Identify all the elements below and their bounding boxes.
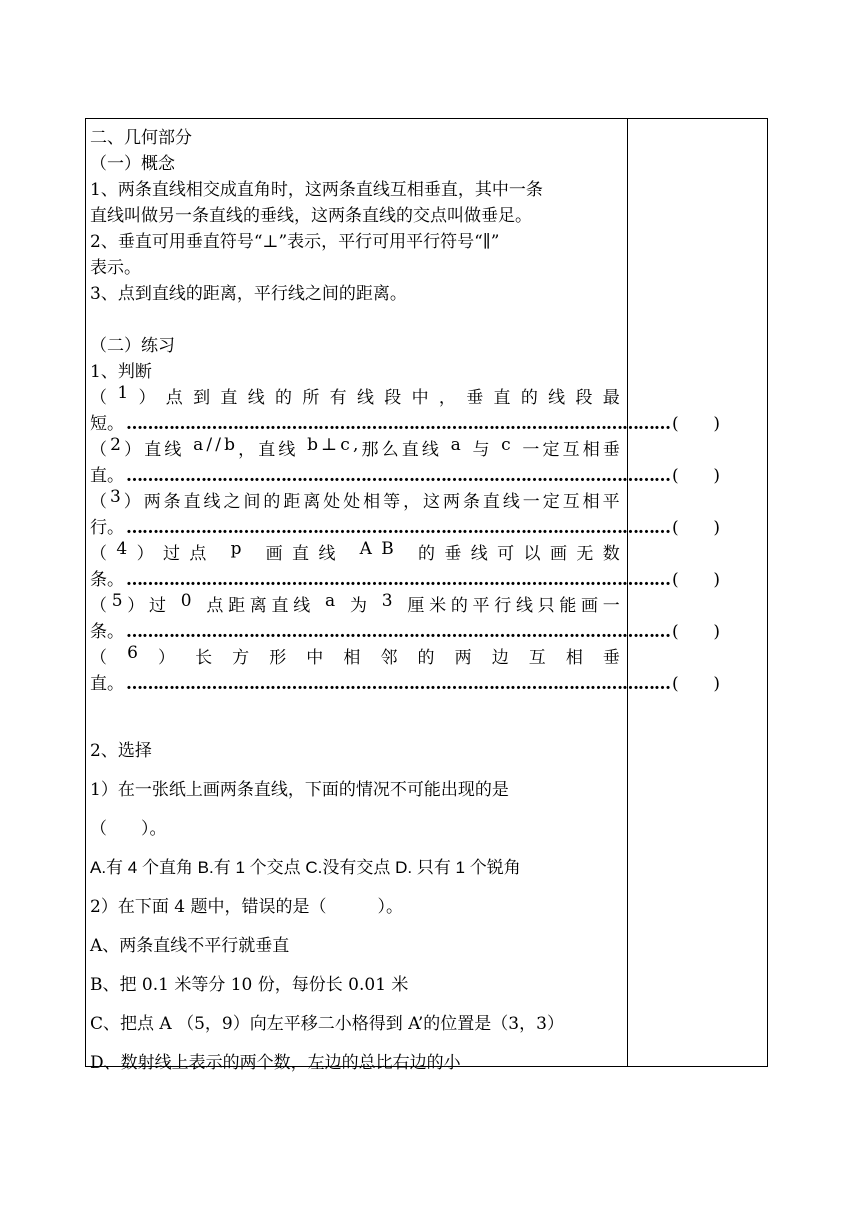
- judge-item-6-line2: [90, 669, 720, 694]
- judge-item-1-line1: （ 1 ） 点 到 直 线 的 所 有 线 段 中 ， 垂 直 的 线 段 最: [90, 383, 620, 408]
- judge-item-1-line2: [90, 409, 720, 434]
- judge-item-3-line1: （ 3 ） 两 条 直 线 之 间 的 距 离 处 处 相 等 ， 这 两 条 直 线 一 定 互 相 平: [90, 487, 620, 512]
- answer-blank[interactable]: [672, 518, 720, 538]
- paren-open: (: [672, 570, 679, 590]
- dot-leader: …………………………………………………………………………………………: [126, 414, 670, 434]
- paren-open: (: [672, 466, 679, 486]
- judge-item-end: 条。: [90, 622, 124, 642]
- q2-option-c: C、把点 A （5，9）向左平移二小格得到 A’的位置是（3，3）: [90, 1014, 564, 1034]
- q2-option-d: D、数射线上表示的两个数，左边的总比右边的小: [90, 1053, 461, 1073]
- dot-leader: …………………………………………………………………………………………: [126, 518, 670, 538]
- paren-open: (: [672, 674, 679, 694]
- answer-blank[interactable]: [672, 570, 720, 590]
- concept-1-line2: 直线叫做另一条直线的垂线，这两条直线的交点叫做垂足。: [90, 206, 532, 226]
- concept-2-line2: 表示。: [90, 258, 141, 278]
- section-title: 二、几何部分: [90, 128, 192, 148]
- judge-item-6-line1: （ 6 ） 长 方 形 中 相 邻 的 两 边 互 相 垂: [90, 643, 620, 668]
- answer-blank[interactable]: [672, 414, 720, 434]
- q1-blank: （ ）。: [90, 819, 167, 839]
- paren-close: ): [713, 466, 720, 486]
- paren-open: (: [672, 414, 679, 434]
- paren-open: (: [672, 518, 679, 538]
- answer-blank[interactable]: [672, 674, 720, 694]
- judge-item-2-line2: [90, 461, 720, 486]
- judge-item-end: 直。: [90, 674, 124, 694]
- answer-blank[interactable]: [672, 622, 720, 642]
- judge-item-3-line2: [90, 513, 720, 538]
- paren-close: ): [713, 414, 720, 434]
- answer-blank[interactable]: [672, 466, 720, 486]
- column-divider: [627, 119, 628, 1066]
- judge-item-end: 直。: [90, 466, 124, 486]
- judge-item-4-line2: [90, 565, 720, 590]
- paren-close: ): [713, 622, 720, 642]
- dot-leader: …………………………………………………………………………………………: [126, 674, 670, 694]
- judge-item-end: 行。: [90, 518, 124, 538]
- q2-option-b: B、把 0.1 米等分 10 份，每份长 0.01 米: [90, 975, 409, 995]
- dot-leader: …………………………………………………………………………………………: [126, 622, 670, 642]
- concept-2-line1: 2、垂直可用垂直符号“⊥”表示，平行可用平行符号“∥”: [90, 232, 500, 252]
- concept-3: 3、点到直线的距离，平行线之间的距离。: [90, 284, 407, 304]
- q1-stem: 1）在一张纸上画两条直线，下面的情况不可能出现的是: [90, 780, 509, 800]
- paren-close: ): [713, 674, 720, 694]
- judge-item-2-line1: （ 2 ） 直 线 a / / b ， 直 线 b ⊥ c , 那 么 直 线 a 与 c 一 定 互 相 垂: [90, 435, 620, 460]
- worksheet-table: [85, 118, 768, 1073]
- choose-heading: 2、选择: [90, 741, 152, 761]
- judge-item-5-line2: [90, 617, 720, 642]
- q2-option-a: A、两条直线不平行就垂直: [90, 936, 290, 956]
- judge-item-end: 短。: [90, 414, 124, 434]
- paren-open: (: [672, 622, 679, 642]
- q2-stem: 2）在下面 4 题中，错误的是（ ）。: [90, 897, 403, 917]
- concept-heading: （一）概念: [90, 154, 175, 174]
- judge-item-end: 条。: [90, 570, 124, 590]
- concept-1-line1: 1、两条直线相交成直角时，这两条直线互相垂直，其中一条: [90, 180, 543, 200]
- dot-leader: …………………………………………………………………………………………: [126, 570, 670, 590]
- paren-close: ): [713, 518, 720, 538]
- dot-leader: …………………………………………………………………………………………: [126, 466, 670, 486]
- judge-heading: 1、判断: [90, 362, 152, 382]
- q1-options: A.有 4 个直角 B.有 1 个交点 C.没有交点 D. 只有 1 个锐角: [90, 858, 521, 877]
- paren-close: ): [713, 570, 720, 590]
- judge-item-4-line1: （ 4 ） 过 点 p 画 直 线 A B 的 垂 线 可 以 画 无 数: [90, 539, 620, 564]
- judge-item-5-line1: （ 5 ） 过 0 点 距 离 直 线 a 为 3 厘 米 的 平 行 线 只 能 画 一: [90, 591, 620, 616]
- practice-heading: （二）练习: [90, 336, 175, 356]
